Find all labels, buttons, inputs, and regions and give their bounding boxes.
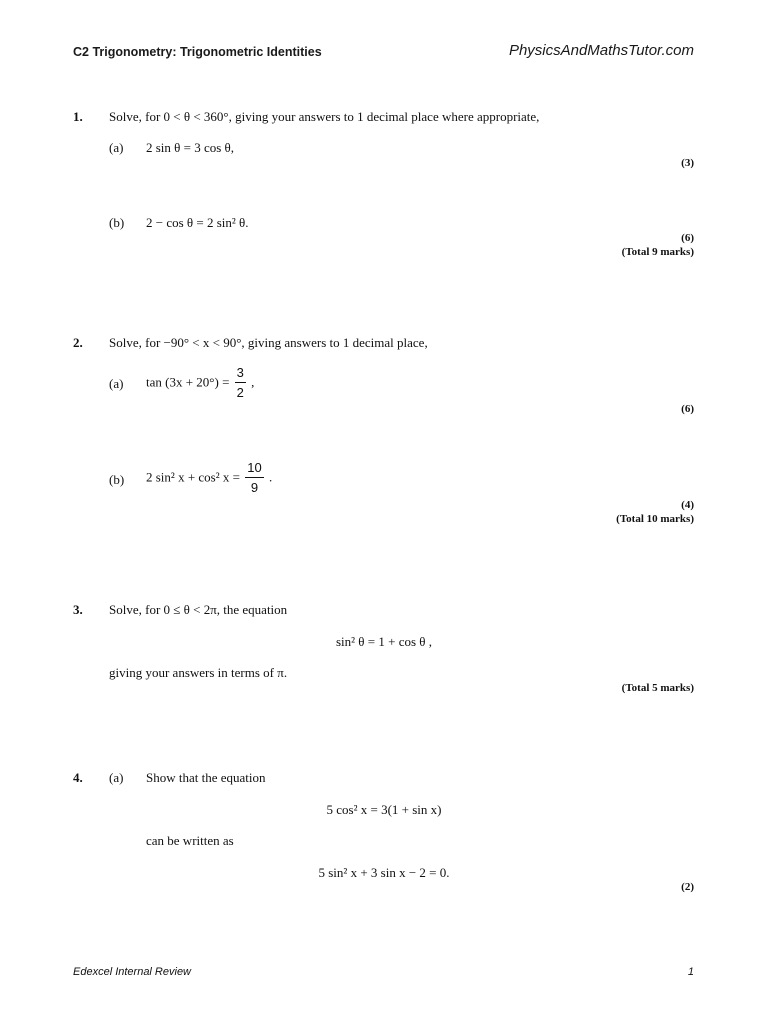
question-1a-marks: (3) [681,157,694,169]
question-2a-expression [146,366,254,399]
fraction-denominator: 2 [236,385,244,400]
fraction-denominator: 9 [250,480,259,495]
fraction-numerator: 3 [236,365,244,380]
question-4a-middle: can be written as [146,833,234,848]
question-2a-text: tan (3x + 20°) = [146,374,230,390]
question-4a-text: Show that the equation [146,770,266,785]
question-2a-marks: (6) [681,403,694,415]
question-3-intro: Solve, for 0 ≤ θ < 2π, the equation [109,602,288,617]
question-2b-label: (b) [109,472,125,487]
question-2b-fraction [245,461,263,494]
question-3-after: giving your answers in terms of π. [109,665,288,680]
footer-source: Edexcel Internal Review [73,966,192,978]
question-2a-fraction [235,366,246,399]
question-2a-label: (a) [109,376,124,391]
site-name: PhysicsAndMathsTutor.com [508,42,694,59]
question-1b-marks: (6) [681,232,694,244]
question-2b-marks: (4) [681,499,694,511]
question-1a-label: (a) [109,140,124,155]
question-1-intro: Solve, for 0 < θ < 360°, giving your answers to 1 decimal place where appropriate, [109,109,540,124]
question-2b-text: 2 sin² x + cos² x = [146,469,240,485]
question-3-total: (Total 5 marks) [621,682,694,694]
question-4-number: 4. [73,770,83,785]
question-3-number: 3. [73,602,83,617]
question-2a-suffix: , [251,374,255,390]
question-3-equation: sin² θ = 1 + cos θ , [335,634,432,649]
question-4a-marks: (2) [681,881,694,893]
question-2b-suffix: . [268,469,273,485]
question-1a-text: 2 sin θ = 3 cos θ, [146,140,235,155]
page-number: 1 [687,966,694,978]
question-2-number: 2. [73,335,83,350]
fraction-bar [235,382,246,383]
question-4a-equation-1: 5 cos² x = 3(1 + sin x) [326,802,442,817]
fraction-bar [245,477,263,478]
question-2b-expression [146,461,272,494]
question-1-total: (Total 9 marks) [621,246,694,258]
question-4a-label: (a) [109,770,124,785]
question-2-intro: Solve, for −90° < x < 90°, giving answers to 1 decimal place, [109,335,428,350]
document-title: C2 Trigonometry: Trigonometric Identities [73,45,322,59]
fraction-numerator: 10 [247,460,262,475]
question-1-number: 1. [73,109,83,124]
question-1b-label: (b) [109,215,125,230]
question-4a-equation-2: 5 sin² x + 3 sin x − 2 = 0. [318,865,450,880]
question-2-total: (Total 10 marks) [616,513,694,525]
question-1b-text: 2 − cos θ = 2 sin² θ. [146,215,249,230]
